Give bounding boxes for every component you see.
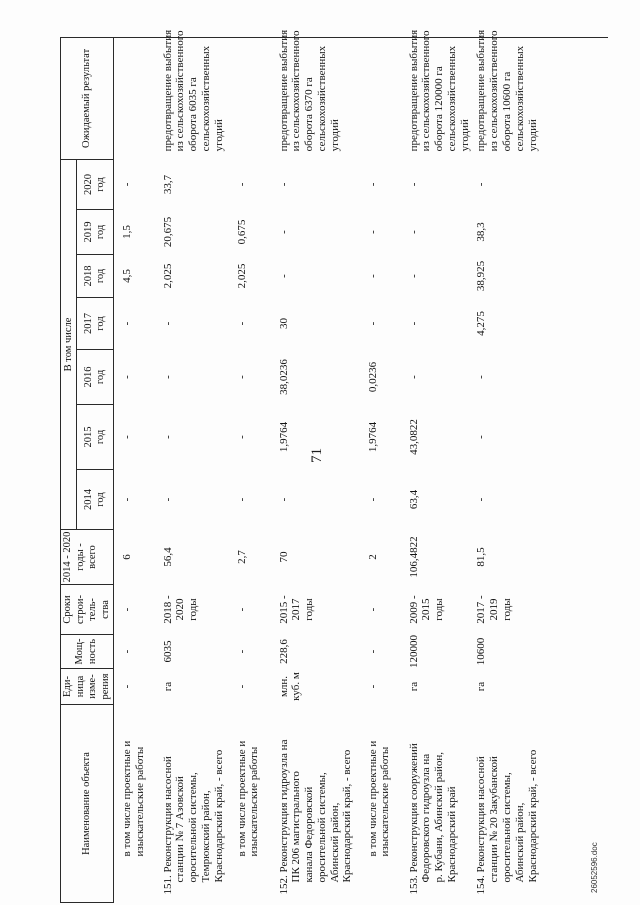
- total-cell: 81,5: [475, 547, 488, 567]
- total-cell: 70: [277, 551, 290, 563]
- year-2014-cell: 63,4: [407, 489, 420, 510]
- header-year-2019: 2019 год: [77, 210, 114, 255]
- header-year-2015: 2015 год: [77, 405, 114, 470]
- construction-term-cell: 2018 - 2020 годы: [161, 595, 200, 624]
- construction-term-cell: 2017 - 2019 годы: [475, 595, 514, 624]
- document-filename: 26052596.doc: [590, 842, 599, 893]
- year-2019-cell: -: [366, 230, 379, 234]
- capacity-cell: -: [235, 649, 248, 654]
- unit-cell: млн. куб. м: [277, 672, 303, 701]
- year-2014-cell: -: [161, 497, 174, 502]
- investment-objects-table: [60, 29, 608, 903]
- year-2019-cell: -: [407, 230, 420, 234]
- construction-term-cell: -: [235, 607, 248, 612]
- capacity-cell: 6035: [161, 640, 174, 663]
- year-2020-cell: -: [407, 182, 420, 187]
- year-2020-cell: -: [235, 182, 248, 187]
- header-year-2020: 2020 год: [77, 159, 114, 209]
- expected-result-cell: предотвращение выбытия из сельскохозяйственного оборота 6035 га сельскохозяйственных угодий: [158, 37, 234, 159]
- year-2018-cell: 38,925: [475, 260, 488, 292]
- page-number: 71: [309, 448, 325, 463]
- year-2019-cell: 20,675: [161, 216, 174, 248]
- table-row: [234, 37, 271, 902]
- header-unit: Еди- ница изме- рения: [61, 669, 114, 705]
- year-2014-cell: -: [366, 497, 379, 502]
- year-2016-cell: 38,0236: [277, 359, 290, 395]
- construction-term-cell: 2009 - 2015 годы: [407, 595, 446, 624]
- object-name-cell: 151. Реконструкция насосной станции № 7 Азовской оросительной системы, Темрюкский район, Краснодарский край, - всего: [161, 749, 225, 895]
- year-2017-cell: -: [121, 321, 133, 326]
- header-expected-result: Ожидаемый результат: [61, 37, 114, 159]
- header-construction-term: Сроки строи- тель- ства: [61, 585, 114, 635]
- year-2019-cell: 38,3: [475, 222, 488, 242]
- unit-cell: га: [161, 681, 174, 692]
- capacity-cell: 10600: [475, 637, 488, 666]
- header-object-name: Наименование объекта: [61, 705, 114, 903]
- total-cell: 106,4822: [407, 536, 420, 578]
- capacity-cell: -: [366, 649, 379, 654]
- expected-result-cell: [234, 37, 271, 159]
- year-2014-cell: -: [277, 497, 290, 502]
- year-2018-cell: -: [407, 274, 420, 278]
- unit-cell: -: [366, 684, 379, 689]
- table-row: [158, 37, 234, 902]
- capacity-cell: 228,6: [277, 639, 290, 664]
- object-name-cell: в том числе проектные и изыскательские работы: [121, 740, 146, 857]
- year-2019-cell: -: [277, 230, 290, 234]
- header-total-2014-2020: 2014 - 2020 годы - всего: [61, 530, 114, 585]
- year-2014-cell: -: [121, 497, 133, 502]
- year-2020-cell: -: [277, 182, 290, 187]
- year-2017-cell: -: [407, 321, 420, 326]
- year-2015-cell: 43,0822: [407, 419, 420, 455]
- total-cell: 2,7: [235, 550, 248, 564]
- year-2016-cell: 0,0236: [366, 361, 379, 393]
- year-2016-cell: -: [161, 375, 174, 379]
- year-2019-cell: 1,5: [121, 225, 133, 239]
- year-2018-cell: -: [366, 274, 379, 278]
- table-row: [471, 37, 608, 902]
- table-header: [61, 37, 114, 902]
- year-2015-cell: -: [235, 435, 248, 439]
- expected-result-cell: предотвращение выбытия из сельскохозяйственного оборота 6370 га сельскохозяйственных угодий: [271, 37, 363, 159]
- expected-result-cell: предотвращение выбытия из сельскохозяйственного оборота 10600 га сельскохозяйственных угодий: [471, 37, 608, 159]
- total-cell: 56,4: [161, 547, 174, 567]
- year-2016-cell: -: [407, 375, 420, 379]
- header-year-2016: 2016 год: [77, 350, 114, 405]
- unit-cell: -: [235, 684, 248, 689]
- year-2020-cell: 33,7: [161, 174, 174, 195]
- header-year-2017: 2017 год: [77, 298, 114, 350]
- year-2015-cell: -: [161, 435, 174, 439]
- construction-term-cell: 2015 - 2017 годы: [277, 595, 316, 624]
- table-row: [114, 37, 158, 902]
- table-row: [363, 37, 403, 902]
- expected-result-cell: [363, 37, 403, 159]
- year-2018-cell: 2,025: [161, 263, 174, 289]
- year-2015-cell: 1,9764: [277, 421, 290, 453]
- year-2016-cell: -: [121, 375, 133, 379]
- year-2015-cell: -: [121, 435, 133, 439]
- year-2020-cell: -: [475, 182, 488, 187]
- year-2018-cell: 2,025: [235, 263, 248, 289]
- object-name-cell: в том числе проектные и изыскательские работы: [366, 740, 392, 857]
- total-cell: 2: [366, 554, 379, 560]
- year-2019-cell: 0,675: [235, 219, 248, 245]
- unit-cell: га: [475, 681, 488, 692]
- header-row-top: [61, 37, 77, 902]
- object-name-cell: 152. Реконструкция гидроузла на ПК 206 магистрального канала Федоровской оросительной системы, Абинский район, Краснодарский край, - всего: [277, 739, 354, 895]
- expected-result-cell: предотвращение выбытия из сельскохозяйственного оборота 120000 га сельскохозяйственных угодий: [403, 37, 472, 159]
- year-2014-cell: -: [475, 497, 488, 502]
- capacity-cell: 120000: [407, 635, 420, 668]
- year-2017-cell: -: [161, 321, 174, 326]
- construction-term-cell: -: [366, 607, 379, 612]
- header-breakdown: В том числе: [61, 159, 77, 529]
- object-name-cell: 154. Реконструкция насосной станции № 20 Закубанской оросительной системы, Абинский район, Краснодарский край, - всего: [475, 749, 539, 895]
- year-2017-cell: 4,275: [475, 311, 488, 336]
- unit-cell: -: [121, 684, 133, 689]
- year-2017-cell: -: [366, 321, 379, 326]
- year-2016-cell: -: [235, 375, 248, 379]
- year-2015-cell: -: [475, 435, 488, 439]
- table-row: [403, 37, 472, 902]
- year-2016-cell: -: [475, 375, 488, 379]
- year-2020-cell: -: [121, 182, 133, 187]
- year-2014-cell: -: [235, 497, 248, 502]
- table-row: [271, 37, 363, 902]
- table-body: [114, 29, 609, 902]
- year-2018-cell: 4,5: [121, 269, 133, 283]
- object-name-cell: в том числе проектные и изыскательские работы: [235, 740, 261, 857]
- year-2017-cell: 30: [277, 318, 290, 329]
- header-year-2018: 2018 год: [77, 255, 114, 298]
- year-2017-cell: -: [235, 321, 248, 326]
- total-cell: 6: [121, 554, 133, 560]
- year-2015-cell: 1,9764: [366, 421, 379, 453]
- year-2018-cell: -: [277, 274, 290, 278]
- object-name-cell: 153. Реконструкция сооружений Федоровского гидроузла на р. Кубани, Абинский район, Краснодарский край: [407, 743, 458, 895]
- year-2020-cell: -: [366, 182, 379, 187]
- expected-result-cell: [114, 37, 158, 159]
- unit-cell: га: [407, 681, 420, 692]
- construction-term-cell: -: [121, 607, 133, 612]
- capacity-cell: -: [121, 649, 133, 654]
- header-year-2014: 2014 год: [77, 470, 114, 530]
- header-capacity: Мощ- ность: [61, 635, 114, 669]
